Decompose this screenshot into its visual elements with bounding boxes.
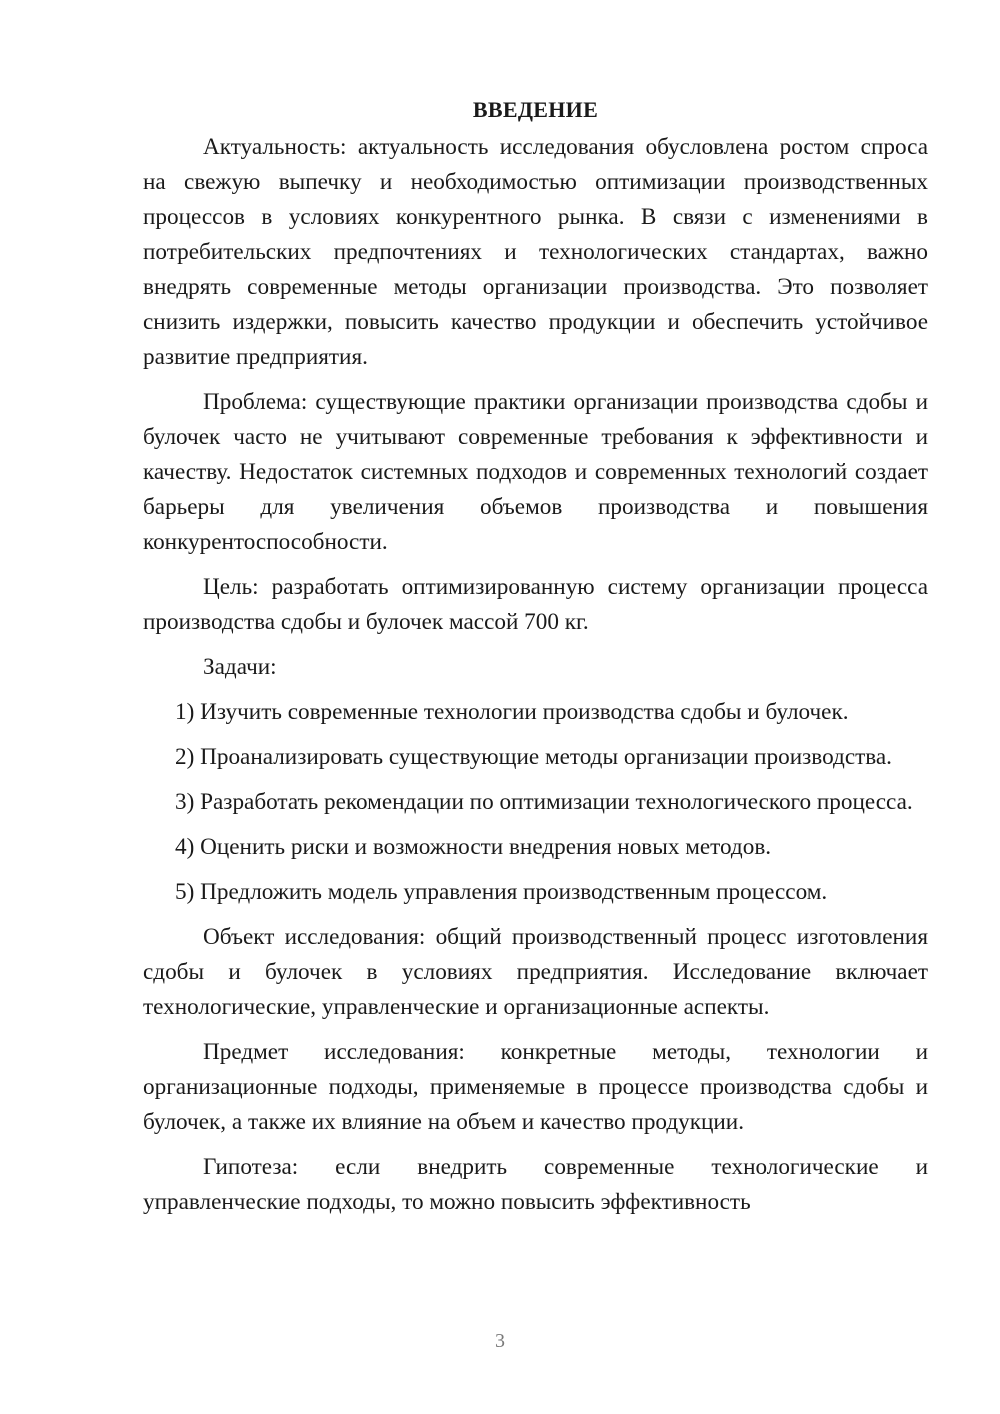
tasks-heading: Задачи:: [203, 654, 277, 680]
task-item: 1) Изучить современные технологии производства сдобы и булочек.: [175, 699, 849, 725]
subject-paragraph: Предмет исследования: конкретные методы, технологии и организационные подходы, применяемые в процессе производства сдобы и булочек, а также их влияние на объем и качество продукции.: [143, 1039, 928, 1135]
task-item: 4) Оценить риски и возможности внедрения новых методов.: [175, 834, 772, 860]
problem-paragraph: Проблема: существующие практики организации производства сдобы и булочек часто не учитывают современные требования к эффективности и качеству. Недостаток системных подходов и современных технологий создает барьеры для увеличения объемов производства и повышения конкурентоспособности.: [143, 389, 928, 555]
hypothesis-paragraph: Гипотеза: если внедрить современные технологические и управленческие подходы, то можно повысить эффективность: [143, 1154, 928, 1215]
object-paragraph: Объект исследования: общий производственный процесс изготовления сдобы и булочек в условиях предприятия. Исследование включает технологические, управленческие и организационные аспекты.: [143, 924, 928, 1020]
page-title: ВВЕДЕНИЕ: [472, 97, 599, 122]
document-page: [143, 92, 928, 1227]
task-item: 3) Разработать рекомендации по оптимизации технологического процесса.: [175, 789, 913, 815]
task-item: 2) Проанализировать существующие методы организации производства.: [175, 744, 892, 770]
goal-paragraph: Цель: разработать оптимизированную систему организации процесса производства сдобы и булочек массой 700 кг.: [143, 574, 928, 635]
task-item: 5) Предложить модель управления производственным процессом.: [175, 879, 828, 905]
relevance-paragraph: Актуальность: актуальность исследования обусловлена ростом спроса на свежую выпечку и необходимостью оптимизации производственных процессов в условиях конкурентного рынка. В связи с изменениями в потребительских предпочтениях и технологических стандартах, важно внедрять современные методы организации производства. Это позволяет снизить издержки, повысить качество продукции и обеспечить устойчивое развитие предприятия.: [143, 134, 928, 370]
page-number: 3: [495, 1330, 505, 1352]
